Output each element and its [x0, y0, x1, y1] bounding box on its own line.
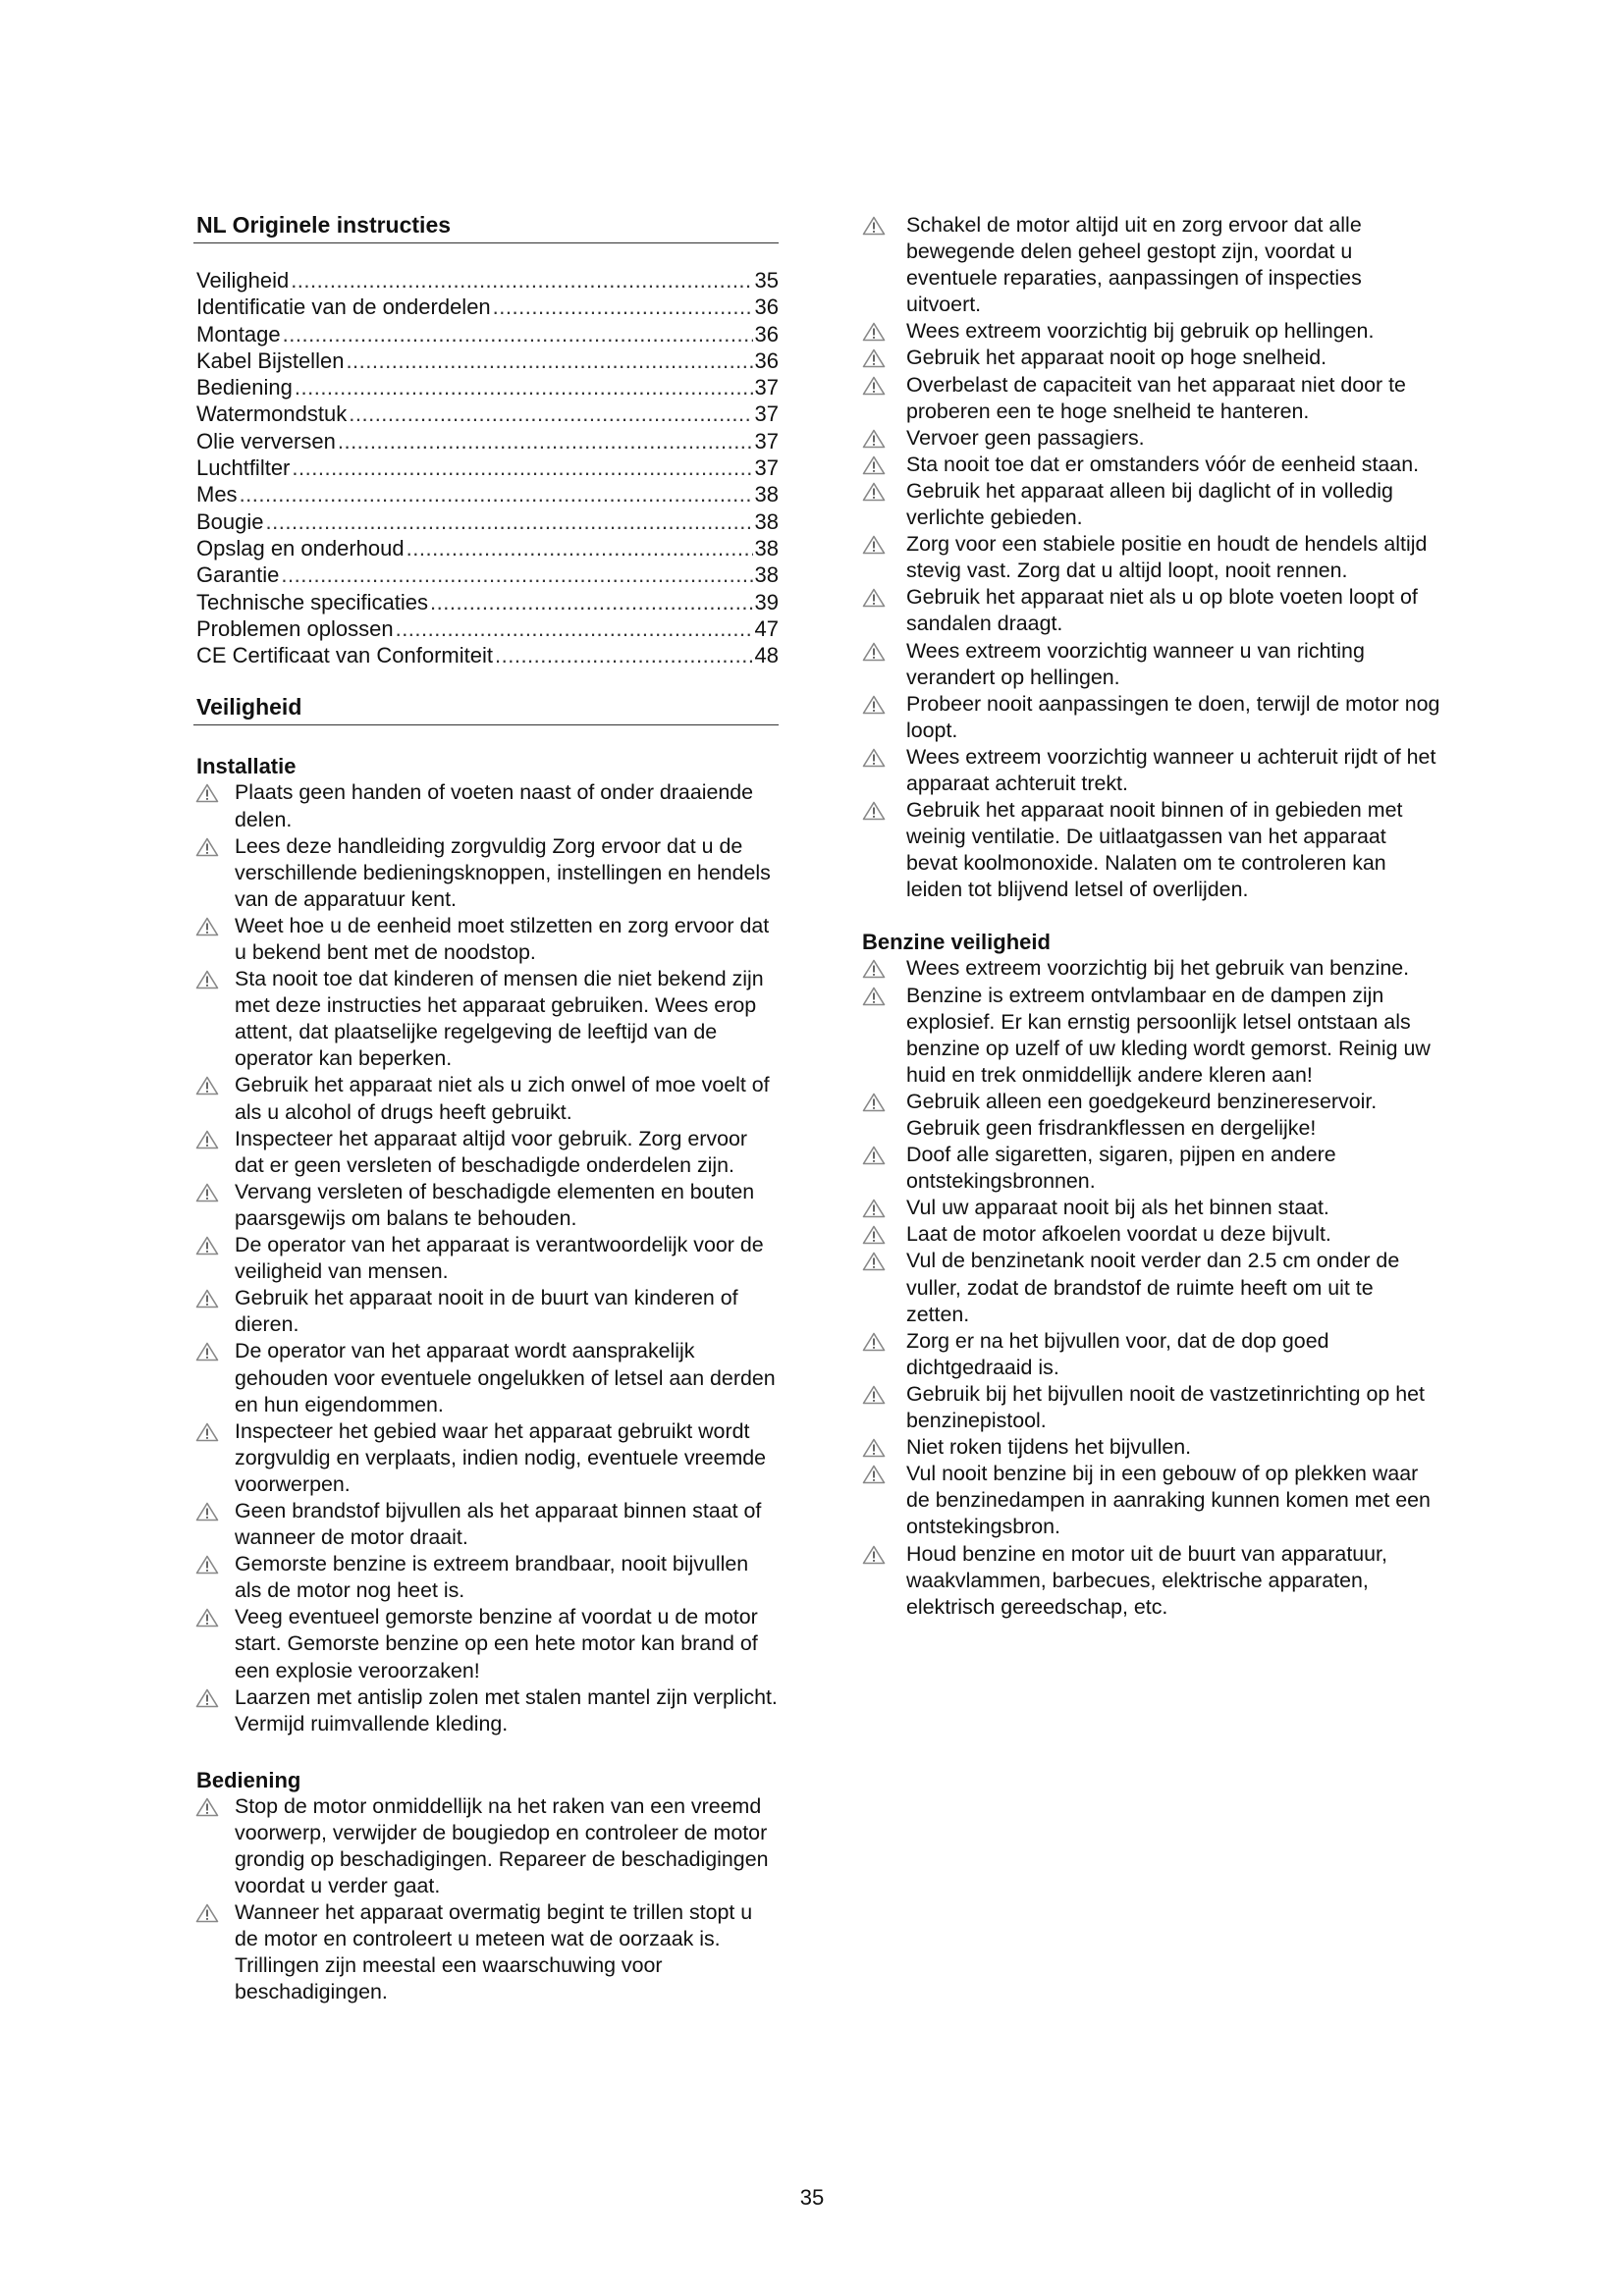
list-item-text: Wees extreem voorzichtig wanneer u achteruit rijdt of het apparaat achteruit trekt. — [906, 744, 1436, 795]
list-item-text: Wees extreem voorzichtig bij het gebruik van benzine. — [906, 956, 1410, 981]
warning-triangle-icon — [862, 1225, 886, 1245]
list-item-text: Gebruik het apparaat alleen bij daglicht of in volledig verlichte gebieden. — [906, 478, 1393, 530]
toc-entry[interactable] — [196, 481, 779, 507]
list-item-text: Geen brandstof bijvullen als het apparaat binnen staat of wanneer de motor draait. — [235, 1498, 762, 1550]
list-item — [859, 1142, 1440, 1195]
warning-triangle-icon — [862, 535, 886, 555]
list-item — [193, 966, 779, 1072]
toc-entry[interactable] — [196, 642, 779, 668]
warning-triangle-icon — [862, 748, 886, 768]
table-of-contents — [193, 267, 779, 668]
list-item — [193, 1285, 779, 1338]
list-item-text: Schakel de motor altijd uit en zorg ervoor dat alle bewegende delen geheel gestopt zijn, voordat u eventuele reparaties, aanpassingen of inspecties uitvoert. — [906, 213, 1362, 317]
list-item-text: Gebruik het apparaat nooit op hoge snelheid. — [906, 346, 1327, 370]
toc-entry[interactable] — [196, 508, 779, 535]
list-item-text: Wanneer het apparaat overmatig begint te trillen stopt u de motor en controleert u meteen wat de oorzaak is. Trillingen zijn meestal een waarschuwing voor beschadigingen. — [235, 1900, 753, 2004]
list-item — [859, 638, 1440, 691]
list-item — [859, 1248, 1440, 1327]
toc-page: 36 — [754, 294, 779, 320]
warning-triangle-icon — [862, 1465, 886, 1484]
warning-triangle-icon — [195, 1608, 219, 1628]
toc-entry[interactable] — [196, 615, 779, 642]
warning-triangle-icon — [195, 837, 219, 857]
toc-label: Problemen oplossen — [196, 615, 394, 641]
list-item-text: Wees extreem voorzichtig bij gebruik op hellingen. — [906, 319, 1375, 344]
list-item-text: Inspecteer het apparaat altijd voor gebruik. Zorg ervoor dat er geen versleten of beschadigde onderdelen zijn. — [235, 1126, 747, 1177]
toc-leader — [240, 481, 753, 507]
list-item — [859, 1089, 1440, 1142]
toc-entry[interactable] — [196, 535, 779, 561]
list-item — [193, 1072, 779, 1125]
list-item-text: Gebruik bij het bijvullen nooit de vastzetinrichting op het benzinepistool. — [906, 1381, 1425, 1433]
section-title-veiligheid: Veiligheid — [193, 694, 779, 725]
list-item-text: Wees extreem voorzichtig wanneer u van richting verandert op hellingen. — [906, 638, 1365, 689]
warning-triangle-icon — [195, 1342, 219, 1362]
benzine-list — [859, 955, 1440, 1620]
warning-triangle-icon — [195, 1422, 219, 1442]
list-item-text: Benzine is extreem ontvlambaar en de dampen zijn explosief. Er kan ernstig persoonlijk letsel ontstaan als benzine op uzelf of uw kleding wordt gemorst. Reinig uw huid en trek onmiddellijk andere kleren aan! — [906, 983, 1431, 1087]
list-item — [859, 425, 1440, 452]
list-item-text: Zorg er na het bijvullen voor, dat de dop goed dichtgedraaid is. — [906, 1328, 1329, 1379]
toc-leader — [493, 294, 753, 320]
list-item — [193, 1179, 779, 1232]
list-item-text: Stop de motor onmiddellijk na het raken van een vreemd voorwerp, verwijder de bougiedop en controleer de motor grondig op beschadigingen. Repareer de beschadigingen voordat u verder gaat. — [235, 1793, 769, 1898]
list-item — [193, 1899, 779, 2005]
list-item-text: Vul de benzinetank nooit verder dan 2.5 cm onder de vuller, zodat de brandstof de ruimte heeft om uit te zetten. — [906, 1249, 1400, 1326]
list-item — [193, 1793, 779, 1899]
warning-triangle-icon — [862, 1146, 886, 1165]
list-item — [193, 1498, 779, 1551]
warning-triangle-icon — [862, 1093, 886, 1112]
toc-label: Bougie — [196, 508, 264, 534]
toc-leader — [349, 400, 752, 427]
toc-page: 39 — [754, 589, 779, 614]
toc-entry[interactable] — [196, 561, 779, 588]
toc-label: Veiligheid — [196, 268, 290, 293]
warning-triangle-icon — [195, 1183, 219, 1202]
list-item — [859, 1221, 1440, 1248]
warning-triangle-icon — [862, 987, 886, 1006]
list-item-text: Gebruik het apparaat niet als u op blote voeten loopt of sandalen draagt. — [906, 585, 1418, 636]
warning-triangle-icon — [862, 1545, 886, 1565]
toc-entry[interactable] — [196, 347, 779, 374]
warning-triangle-icon — [862, 801, 886, 821]
list-item-text: Vul uw apparaat nooit bij als het binnen staat. — [906, 1196, 1329, 1220]
list-item — [859, 1328, 1440, 1381]
list-item-text: Gebruik het apparaat nooit in de buurt van kinderen of dieren. — [235, 1286, 738, 1337]
toc-page: 38 — [754, 562, 779, 588]
toc-entry[interactable] — [196, 374, 779, 400]
list-item — [859, 955, 1440, 982]
list-item-text: Veeg eventueel gemorste benzine af voordat u de motor start. Gemorste benzine op een hete motor kan brand of een explosie veroorzaken! — [235, 1605, 758, 1682]
list-item — [193, 1551, 779, 1604]
left-column — [193, 212, 779, 2006]
toc-leader — [396, 615, 753, 642]
warning-triangle-icon — [195, 1555, 219, 1575]
toc-entry[interactable] — [196, 321, 779, 347]
toc-entry[interactable] — [196, 400, 779, 427]
list-item — [859, 318, 1440, 345]
warning-triangle-icon — [862, 429, 886, 449]
list-item-text: Plaats geen handen of voeten naast of onder draaiende delen. — [235, 780, 754, 831]
list-item — [193, 1684, 779, 1737]
warning-triangle-icon — [195, 1502, 219, 1522]
warning-triangle-icon — [195, 1076, 219, 1095]
toc-page: 47 — [754, 615, 779, 641]
toc-leader — [495, 642, 753, 668]
toc-leader — [292, 454, 752, 481]
list-item — [193, 1232, 779, 1285]
list-item-text: Lees deze handleiding zorgvuldig Zorg ervoor dat u de verschillende bedieningsknoppen, instellingen en hendels van de apparatuur kent. — [235, 833, 771, 911]
list-item-text: Laarzen met antislip zolen met stalen mantel zijn verplicht. Vermijd ruimvallende kleding. — [235, 1684, 778, 1735]
warning-triangle-icon — [195, 1289, 219, 1308]
toc-leader — [430, 589, 753, 615]
list-item — [859, 1434, 1440, 1461]
list-item — [859, 691, 1440, 744]
toc-label: Kabel Bijstellen — [196, 347, 345, 373]
list-item — [193, 1126, 779, 1179]
toc-leader — [338, 428, 753, 454]
toc-page: 38 — [754, 482, 779, 507]
list-item-text: Gebruik alleen een goedgekeurd benzinereservoir. Gebruik geen frisdrankflessen en dergelijke! — [906, 1089, 1378, 1140]
list-item — [859, 1381, 1440, 1434]
toc-page: 36 — [754, 321, 779, 347]
list-item-text: Gebruik het apparaat nooit binnen of in gebieden met weinig ventilatie. De uitlaatgassen van het apparaat bevat koolmonoxide. Nalaten om te controleren kan leiden tot blijvend letsel of overlijden. — [906, 798, 1403, 902]
list-item — [859, 531, 1440, 584]
warning-triangle-icon — [195, 917, 219, 936]
toc-label: Identificatie van de onderdelen — [196, 294, 491, 320]
warning-triangle-icon — [862, 216, 886, 236]
toc-page: 38 — [754, 508, 779, 534]
toc-label: Mes — [196, 482, 238, 507]
toc-page: 37 — [754, 455, 779, 481]
subsection-title-installatie: Installatie — [196, 754, 297, 779]
toc-label: Luchtfilter — [196, 455, 291, 481]
warning-triangle-icon — [862, 348, 886, 368]
right-column — [859, 212, 1440, 1621]
subsection-title-benzine: Benzine veiligheid — [862, 930, 1051, 955]
list-item-text: Inspecteer het gebied waar het apparaat gebruikt wordt zorgvuldig en verplaats, indien nodig, eventuele vreemde voorwerpen. — [235, 1418, 767, 1496]
warning-triangle-icon — [862, 959, 886, 979]
toc-label: Montage — [196, 321, 281, 347]
warning-triangle-icon — [862, 1385, 886, 1405]
list-item — [859, 1195, 1440, 1221]
toc-leader — [295, 374, 753, 400]
list-item — [193, 833, 779, 913]
warning-triangle-icon — [862, 1252, 886, 1271]
list-item-text: Weet hoe u de eenheid moet stilzetten en zorg ervoor dat u bekend bent met de noodstop. — [235, 913, 770, 965]
toc-page: 37 — [754, 401, 779, 427]
warning-triangle-icon — [195, 1236, 219, 1255]
toc-entry[interactable] — [196, 428, 779, 454]
warning-triangle-icon — [195, 1797, 219, 1817]
list-item — [859, 1541, 1440, 1621]
warning-triangle-icon — [862, 588, 886, 608]
toc-leader — [291, 267, 752, 294]
warning-triangle-icon — [862, 1438, 886, 1458]
toc-leader — [266, 508, 753, 535]
toc-entry[interactable] — [196, 454, 779, 481]
list-item — [193, 1338, 779, 1417]
list-item — [193, 1418, 779, 1498]
list-item-text: Sta nooit toe dat er omstanders vóór de eenheid staan. — [906, 452, 1420, 476]
list-item-text: Zorg voor een stabiele positie en houdt de hendels altijd stevig vast. Zorg dat u altijd loopt, nooit rennen. — [906, 532, 1428, 583]
toc-entry[interactable] — [196, 589, 779, 615]
list-item-text: Niet roken tijdens het bijvullen. — [906, 1435, 1192, 1460]
list-item-text: De operator van het apparaat is verantwoordelijk voor de veiligheid van mensen. — [235, 1233, 764, 1284]
toc-label: Bediening — [196, 375, 293, 400]
toc-page: 37 — [754, 375, 779, 400]
list-item — [193, 1604, 779, 1683]
list-item — [859, 983, 1440, 1089]
toc-leader — [283, 321, 753, 347]
list-item-text: Overbelast de capaciteit van het apparaat niet door te proberen een te hoge snelheid te hanteren. — [906, 372, 1406, 423]
toc-page: 38 — [754, 535, 779, 561]
list-item-text: Gebruik het apparaat niet als u zich onwel of moe voelt of als u alcohol of drugs heeft gebruikt. — [235, 1073, 770, 1124]
list-item-text: Vul nooit benzine bij in een gebouw of op plekken waar de benzinedampen in aanraking kunnen komen met een ontstekingsbron. — [906, 1462, 1431, 1539]
warning-triangle-icon — [195, 1903, 219, 1923]
warning-triangle-icon — [195, 1130, 219, 1149]
list-item — [859, 452, 1440, 478]
list-item — [859, 212, 1440, 318]
list-item-text: Probeer nooit aanpassingen te doen, terwijl de motor nog loopt. — [906, 691, 1440, 742]
warning-triangle-icon — [195, 1688, 219, 1708]
warning-triangle-icon — [195, 783, 219, 803]
list-item — [859, 1461, 1440, 1540]
toc-label: Garantie — [196, 562, 280, 588]
toc-page: 36 — [754, 347, 779, 373]
list-item — [859, 797, 1440, 903]
page-header: NL Originele instructies — [193, 212, 779, 243]
list-item — [859, 372, 1440, 425]
bediening-list — [193, 1793, 779, 2006]
list-item-text: De operator van het apparaat wordt aansprakelijk gehouden voor eventuele ongelukken of letsel aan derden en hun eigendommen. — [235, 1339, 776, 1416]
warning-triangle-icon — [862, 1332, 886, 1352]
list-item-text: Gemorste benzine is extreem brandbaar, nooit bijvullen als de motor nog heet is. — [235, 1552, 749, 1603]
toc-label: Olie verversen — [196, 428, 336, 454]
list-item — [859, 744, 1440, 797]
list-item-text: Houd benzine en motor uit de buurt van apparatuur, waakvlammen, barbecues, elektrische apparaten, elektrisch gereedschap, etc. — [906, 1541, 1387, 1619]
toc-page: 35 — [754, 268, 779, 293]
toc-page: 48 — [754, 643, 779, 668]
warning-triangle-icon — [862, 695, 886, 715]
toc-label: CE Certificaat van Conformiteit — [196, 643, 493, 668]
toc-entry[interactable] — [196, 294, 779, 320]
list-item-text: Doof alle sigaretten, sigaren, pijpen en andere ontstekingsbronnen. — [906, 1143, 1336, 1194]
warning-triangle-icon — [862, 455, 886, 475]
toc-label: Watermondstuk — [196, 401, 348, 427]
page-number: 35 — [799, 2185, 825, 2210]
toc-leader — [406, 535, 753, 561]
installatie-list — [193, 779, 779, 1736]
list-item — [193, 779, 779, 832]
list-item-text: Sta nooit toe dat kinderen of mensen die niet bekend zijn met deze instructies het apparaat gebruiken. Wees erop attent, dat plaatselijke regelgeving de leeftijd van de operator kan beperken. — [235, 967, 764, 1071]
list-item — [193, 913, 779, 966]
list-item-text: Vervoer geen passagiers. — [906, 425, 1145, 450]
list-item — [859, 345, 1440, 371]
warning-triangle-icon — [862, 376, 886, 396]
toc-entry[interactable] — [196, 267, 779, 294]
warning-triangle-icon — [862, 1199, 886, 1218]
toc-page: 37 — [754, 428, 779, 454]
toc-leader — [281, 561, 752, 588]
list-item-text: Vervang versleten of beschadigde elementen en bouten paarsgewijs om balans te behouden. — [235, 1179, 755, 1230]
list-item — [859, 584, 1440, 637]
warning-triangle-icon — [862, 482, 886, 502]
warning-triangle-icon — [862, 642, 886, 662]
list-item — [859, 478, 1440, 531]
warning-triangle-icon — [195, 970, 219, 989]
toc-label: Technische specificaties — [196, 589, 429, 614]
toc-leader — [346, 347, 752, 374]
bediening-list-continued — [859, 212, 1440, 903]
subsection-title-bediening: Bediening — [196, 1767, 301, 1792]
warning-triangle-icon — [862, 322, 886, 342]
list-item-text: Laat de motor afkoelen voordat u deze bijvult. — [906, 1222, 1331, 1247]
toc-label: Opslag en onderhoud — [196, 535, 405, 561]
